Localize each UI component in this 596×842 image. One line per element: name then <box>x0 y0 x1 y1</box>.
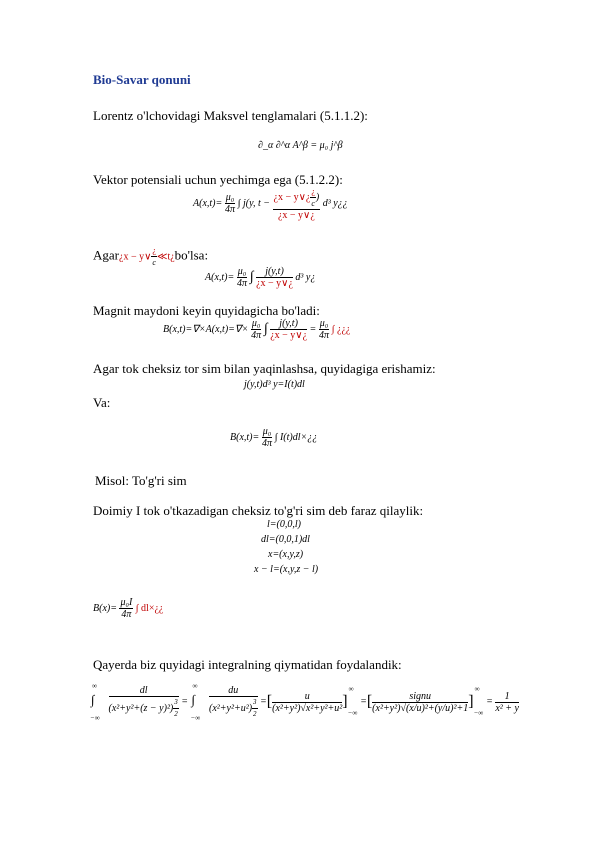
eq2-coef: $\frac{\text{μ₀}}{4\pi}$ <box>224 192 235 215</box>
equation-current-element: j(y,t)d³ y=I(t)dl <box>244 379 305 390</box>
paragraph-infinite-wire: Doimiy I tok o'tkazadigan cheksiz to'g'ri sim deb faraz qilaylik: <box>93 503 424 518</box>
equation-magnetic-field: B(x,t)=∇×A(x,t)=∇× $\frac{\text{μ₀}}{4\pi}$ ∫ $\frac{j(y,t)}{¿x - y\vee¿}$ = $\frac{\text{μ₀}}{4\pi}$ ∫ ¿¿¿ <box>163 318 351 341</box>
eq2-fraction: ¿x − y∨¿ $\frac{¿}{c}$ ) ¿x − y∨¿ <box>273 187 320 221</box>
paragraph-thin-wire: Agar tok cheksiz tor sim bilan yaqinlashsa, quyidagiga erishamiz: <box>93 361 436 376</box>
paragraph-condition: Agar¿x − y∨ $\frac{¿}{c}$ ≪t¿bo'lsa: <box>93 246 209 267</box>
equation-vector-potential <box>193 186 348 221</box>
section-example: Misol: To'g'ri sim <box>95 473 187 488</box>
paragraph-vector-potential: Vektor potensiali uchun yechimga ega (5.1.2.2): <box>93 172 343 187</box>
paragraph-integral: Qayerda biz quyidagi integralning qiymatidan foydalandik: <box>93 657 402 672</box>
page-title: Bio-Savar qonuni <box>93 72 191 87</box>
equation-approx-potential: A(x,t)= $\frac{\text{μ₀}}{4\pi}$ ∫ $\frac{j(y,t)}{¿x - y\vee¿}$ d³ y¿ <box>205 266 316 289</box>
eq2-integrand: ∫ j(y, t − <box>237 197 270 209</box>
equation-x: x=(x,y,z) <box>268 549 304 560</box>
eq2-lhs: A(x,t)= <box>193 197 223 209</box>
eq2-tail: d³ y¿¿ <box>322 197 348 209</box>
equation-integral: ∞ ∫ −∞ dl (x²+y²+(z − y)²) $\frac{3}{2}$ = ∞ ∫ −∞ du (x²+y²+u²) $\frac{3}{2}$ =[ $\frac{u}{\text{(x²+y²)√x²+y²+u²}}$ ] ∞ −∞ =[ $\frac{\text{signu}}{\text{(x²+y²)√(x/u)²+(y/u)²+1}}$ ] ∞ −∞ = $\frac{1}{\text{x² + y}}$ <box>90 682 519 722</box>
equation-maxwell: ∂_α ∂^α A^β = μ₀ j^β <box>258 140 343 151</box>
paragraph-maxwell: Lorentz o'lchovidagi Maksvel tenglamalari (5.1.1.2): <box>93 108 368 123</box>
equation-x-minus-l: x − l=(x,y,z − l) <box>254 564 319 575</box>
equation-l: l=(0,0,l) <box>267 519 301 530</box>
equation-biot-savart: B(x,t)= $\frac{\text{μ₀}}{4\pi}$ ∫ I(t)dl×¿¿ <box>230 426 318 449</box>
paragraph-va: Va: <box>93 395 111 410</box>
paragraph-magnetic-field: Magnit maydoni keyin quyidagicha bo'ladi: <box>93 303 320 318</box>
equation-wire-field: B(x)= $\frac{\text{μ₀I}}{4\pi}$ ∫ dl×¿¿ <box>93 597 164 620</box>
equation-dl: dl=(0,0,1)dl <box>261 534 310 545</box>
